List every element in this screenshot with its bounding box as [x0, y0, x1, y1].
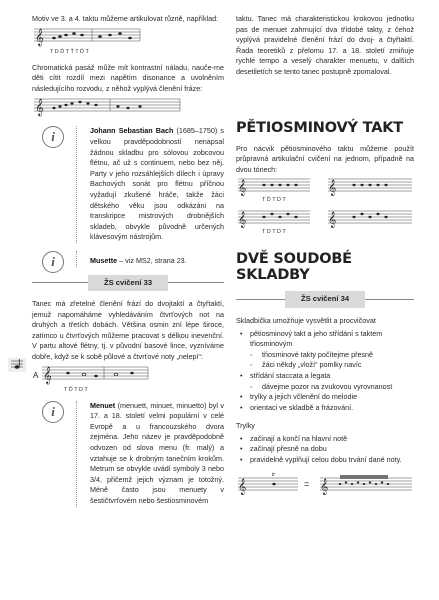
trills-title: Trylky: [236, 421, 255, 431]
bach-info-box: [32, 126, 224, 243]
paragraph: Chromatická pasáž může mít kontrastní náladu, nauče-me děti cítit rozdíl mezi napětím disonance a uvolněním následujícího rozvodu, z něhož vyplývá členění fráze:: [32, 62, 224, 93]
svg-text:tr: tr: [272, 471, 276, 478]
music-staff-trill-example: [236, 472, 414, 498]
section-heading: DVĚ SOUDOBÉ SKLADBY: [236, 251, 352, 284]
exercise-33-header: [32, 275, 224, 292]
paragraph: Motiv ve 3. a 4. taktu můžeme artikulovat různě, například:: [32, 14, 219, 23]
info-icon: i: [42, 401, 64, 423]
list-item: • střídání staccata a legata: [236, 371, 414, 382]
trills-list: [236, 434, 414, 466]
svg-text:𝄞: 𝄞: [43, 365, 52, 384]
menuet-info-box: [32, 401, 224, 507]
left-column: [32, 14, 224, 507]
info-icon: i: [42, 251, 64, 273]
page-marker-icon: [8, 358, 26, 372]
list-item: • začínají a končí na hlavní notě: [236, 434, 414, 445]
musette-text: – viz MS2, strana 23.: [117, 255, 187, 265]
info-icon: i: [42, 126, 64, 148]
musette-info-box: [32, 251, 224, 267]
exercise-34-header: [236, 291, 414, 308]
bach-text: (1685–1750) s velkou pravděpodobností nenapsal žádnou skladbu pro sólovou zobcovou flétnu, ač už s continuem, nebo bez něj. Party v jeho rozsáhlejších dílech i úpravy Bachových sonát pro flétnu příčnou vyžadují zkušené hráče, takže žáci dětského věku jsou odkázáni na transkripce mistrových drobnějších skladeb, obvykle původně určených klávesovým nástrojům.: [90, 126, 224, 242]
menuet-text: (menuett, minuet, minuetto) byl v 17. a 18. století velmi populární v celé Evropě a u francouzského dvora zejména. Jeho název je pravděpodobně odvozen od slova menu (fr. malý) a vztahuje se k drobným tanečním krokům. Metrum se obvykle uvádí symboly 3 nebo 3/4, přičemž jejich význam je totožný. Méně často jsou menuety v šestičtvrťovém nebo šestiosminovém: [90, 400, 224, 505]
syllables: T D T D T: [262, 229, 286, 236]
syllables: T Ď T D T: [64, 386, 88, 393]
voice-letter: A: [33, 370, 39, 380]
paragraph: taktu. Tanec má charakteristickou krokovou jednotku pas de menuet zahrnující dva třídobé takty, z čehož vyplývá pravidelné členění frází do dvoj- a čtyřtaktí. Řada teoretiků z přelomu 17. a 18. století zmiňuje rychlé tempo a veselý charakter menuetu, v dalších desetiletích se tento tanec postupně zpomaloval.: [236, 14, 414, 76]
music-staff-example-2: [32, 94, 182, 120]
music-staff-example-1: [32, 25, 142, 57]
menuet-name: Menuet: [90, 400, 116, 410]
paragraph: Skladbička umožňuje vysvětlit a procvičovat: [236, 315, 376, 325]
musette-name: Musette: [90, 255, 118, 265]
exercise-label: ŽS cvičení 34: [285, 291, 365, 308]
svg-text:𝄞: 𝄞: [328, 212, 337, 229]
paragraph: Pro nácvik pětiosminového taktu můžeme použít průpravná artikulační cvičení na jednom, případně na dvou tónech:: [236, 143, 414, 174]
list-item: • pravidelně vyplňují celou dobu trvání dané noty.: [236, 455, 414, 466]
list-item: • trylky a jejich včlenění do melodie: [236, 392, 414, 403]
svg-text:𝄞: 𝄞: [328, 180, 337, 197]
svg-text:𝄞: 𝄞: [238, 212, 247, 229]
list-item: ◦ žáci někdy „vloží“ pomlky navíc: [236, 360, 414, 371]
list-item: • začínají přesně na dobu: [236, 444, 414, 455]
list-item: • pětiosminový takt a jeho střídání s taktem třiosminovým: [236, 329, 414, 350]
paragraph: Tanec má zřetelné členění frází do dvojtaktí a čtyřtaktí, jemuž napomáháme vyhledáváním čtvrťových not na druhých a třetích dobách. Většina osmin zní lépe široce, zatímco u čtvrťových můžeme pracovat s délkou inevenční. V partu altové flétny, tj. v původní basové lince, vyzníváme dobře, když se k sobě půlové a čtvrťové noty „nelepí“:: [32, 299, 224, 362]
right-column: [236, 14, 414, 498]
svg-text:𝄞: 𝄞: [35, 98, 44, 117]
svg-text:𝄞: 𝄞: [238, 478, 247, 495]
music-staff-example-3: [32, 363, 152, 395]
svg-text:𝄞: 𝄞: [35, 27, 44, 46]
list-item: ◦ třiosminové takty počítejme přesně: [236, 350, 414, 361]
syllables: T D Ď T Ť T Ď T: [50, 48, 89, 55]
exercise-label: ŽS cvičení 33: [88, 275, 168, 292]
topics-list: [236, 329, 414, 414]
section-heading: PĚTIOSMINOVÝ TAKT: [236, 119, 403, 136]
bach-name: Johann Sebastian Bach: [90, 126, 174, 136]
music-staff-example-4: [236, 175, 414, 241]
svg-text:𝄞: 𝄞: [320, 478, 329, 495]
svg-text:=: =: [304, 478, 310, 489]
list-item: ◦ dávejme pozor na zvukovou vyrovnanost: [236, 382, 414, 393]
list-item: • orientaci ve skladbě a frázování.: [236, 403, 414, 414]
svg-text:𝄞: 𝄞: [238, 180, 247, 197]
syllables: T Ď T D T: [262, 197, 286, 204]
